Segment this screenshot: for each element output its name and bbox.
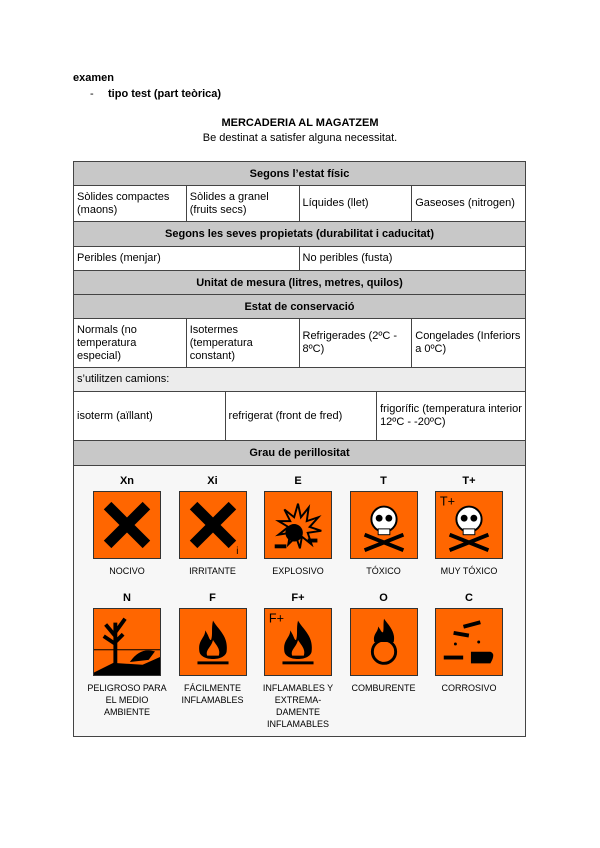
hazard-label: EXPLOSIVO — [272, 566, 324, 576]
hazard-code: T+ — [462, 475, 476, 487]
hazard-code: E — [294, 475, 302, 487]
corrosion-icon — [435, 608, 503, 676]
hazard-code: F — [209, 592, 216, 604]
section-header: Estat de conservació — [74, 295, 525, 319]
table-cell: Sòlides compactes (maons) — [74, 186, 187, 221]
table-cell: s’utilitzen camions: — [77, 373, 170, 385]
hazard-symbols — [74, 466, 525, 736]
table-cell: Peribles (menjar) — [74, 247, 300, 270]
table-row — [74, 186, 525, 222]
hazard-code: F+ — [291, 592, 305, 604]
hazard-label: COMBURENTE — [351, 683, 416, 693]
hazard-label: PELIGROSO PARA EL MEDIO AMBIENTE — [87, 683, 167, 717]
hazard-label: MUY TÓXICO — [440, 566, 498, 576]
hazard-label: FÁCILMENTE INFLAMABLES — [181, 683, 244, 705]
cross-icon — [179, 491, 247, 559]
table-cell: No peribles (fusta) — [302, 252, 393, 264]
hazard-symbol — [341, 592, 427, 694]
table-row — [74, 368, 525, 392]
table-cell: Sòlides a granel (fruits secs) — [187, 186, 300, 221]
table-row — [74, 247, 525, 271]
hazard-symbol — [341, 475, 427, 577]
hazard-code: C — [465, 592, 473, 604]
hazard-label: IRRITANTE — [189, 566, 236, 576]
page-subtitle: Be destinat a satisfer alguna necessitat. — [202, 132, 398, 144]
hazard-symbol — [426, 592, 512, 694]
table-cell: Isotermes (temperatura constant) — [187, 319, 300, 367]
svg-text:T+: T+ — [439, 494, 455, 509]
section-header: Grau de perillositat — [74, 441, 525, 466]
skull-icon — [350, 491, 418, 559]
page-title: MERCADERIA AL MAGATZEM — [221, 117, 379, 129]
table-cell: Normals (no temperatura especial) — [74, 319, 187, 367]
hazard-symbol — [84, 475, 170, 577]
hazard-code: O — [379, 592, 388, 604]
cross-icon — [93, 491, 161, 559]
table-cell: frigorífic (temperatura interior 12ºC - -20ºC) — [380, 403, 522, 428]
bullet: - — [90, 88, 94, 100]
flame-icon — [179, 608, 247, 676]
dead-tree-icon — [93, 608, 161, 676]
table-cell: isoterm (aïllant) — [74, 392, 226, 440]
hazard-symbol — [170, 592, 256, 706]
flame-over-circle-icon — [350, 608, 418, 676]
section-header: Segons l’estat físic — [74, 162, 525, 186]
hazard-code: T — [380, 475, 387, 487]
skull-icon — [435, 491, 503, 559]
hazard-symbol — [255, 475, 341, 577]
hazard-label: INFLAMABLES Y EXTREMA-DAMENTE INFLAMABLES — [262, 683, 334, 729]
table-cell: Líquides (llet) — [300, 186, 413, 221]
hazard-label: CORROSIVO — [441, 683, 497, 693]
exam-label: examen — [73, 72, 114, 84]
hazard-code: N — [123, 592, 131, 604]
hazard-label: NOCIVO — [109, 566, 145, 576]
section-header: Unitat de mesura (litres, metres, quilos) — [74, 271, 525, 295]
table-cell: Gaseoses (nitrogen) — [415, 197, 515, 209]
table-cell: Refrigerades (2ºC - 8ºC) — [300, 319, 413, 367]
table-cell: refrigerat (front de fred) — [226, 392, 378, 440]
table-cell: Congelades (Inferiors a 0ºC) — [415, 330, 521, 355]
hazard-symbol — [84, 592, 170, 718]
hazard-label: TÓXICO — [366, 566, 401, 576]
explosion-icon — [264, 491, 332, 559]
hazard-code: Xi — [207, 475, 218, 487]
bullet-item: tipo test (part teòrica) — [108, 88, 222, 100]
hazard-symbol — [170, 475, 256, 577]
flame-icon — [264, 608, 332, 676]
table-row — [74, 392, 525, 441]
merchandise-table — [73, 161, 526, 737]
hazard-symbol — [255, 592, 341, 730]
table-row — [74, 319, 525, 368]
svg-text:i: i — [235, 546, 238, 558]
section-header: Segons les seves propietats (durabilitat i caducitat) — [74, 222, 525, 247]
hazard-code: Xn — [119, 475, 135, 487]
hazard-symbol — [426, 475, 512, 577]
svg-text:F+: F+ — [268, 611, 284, 626]
